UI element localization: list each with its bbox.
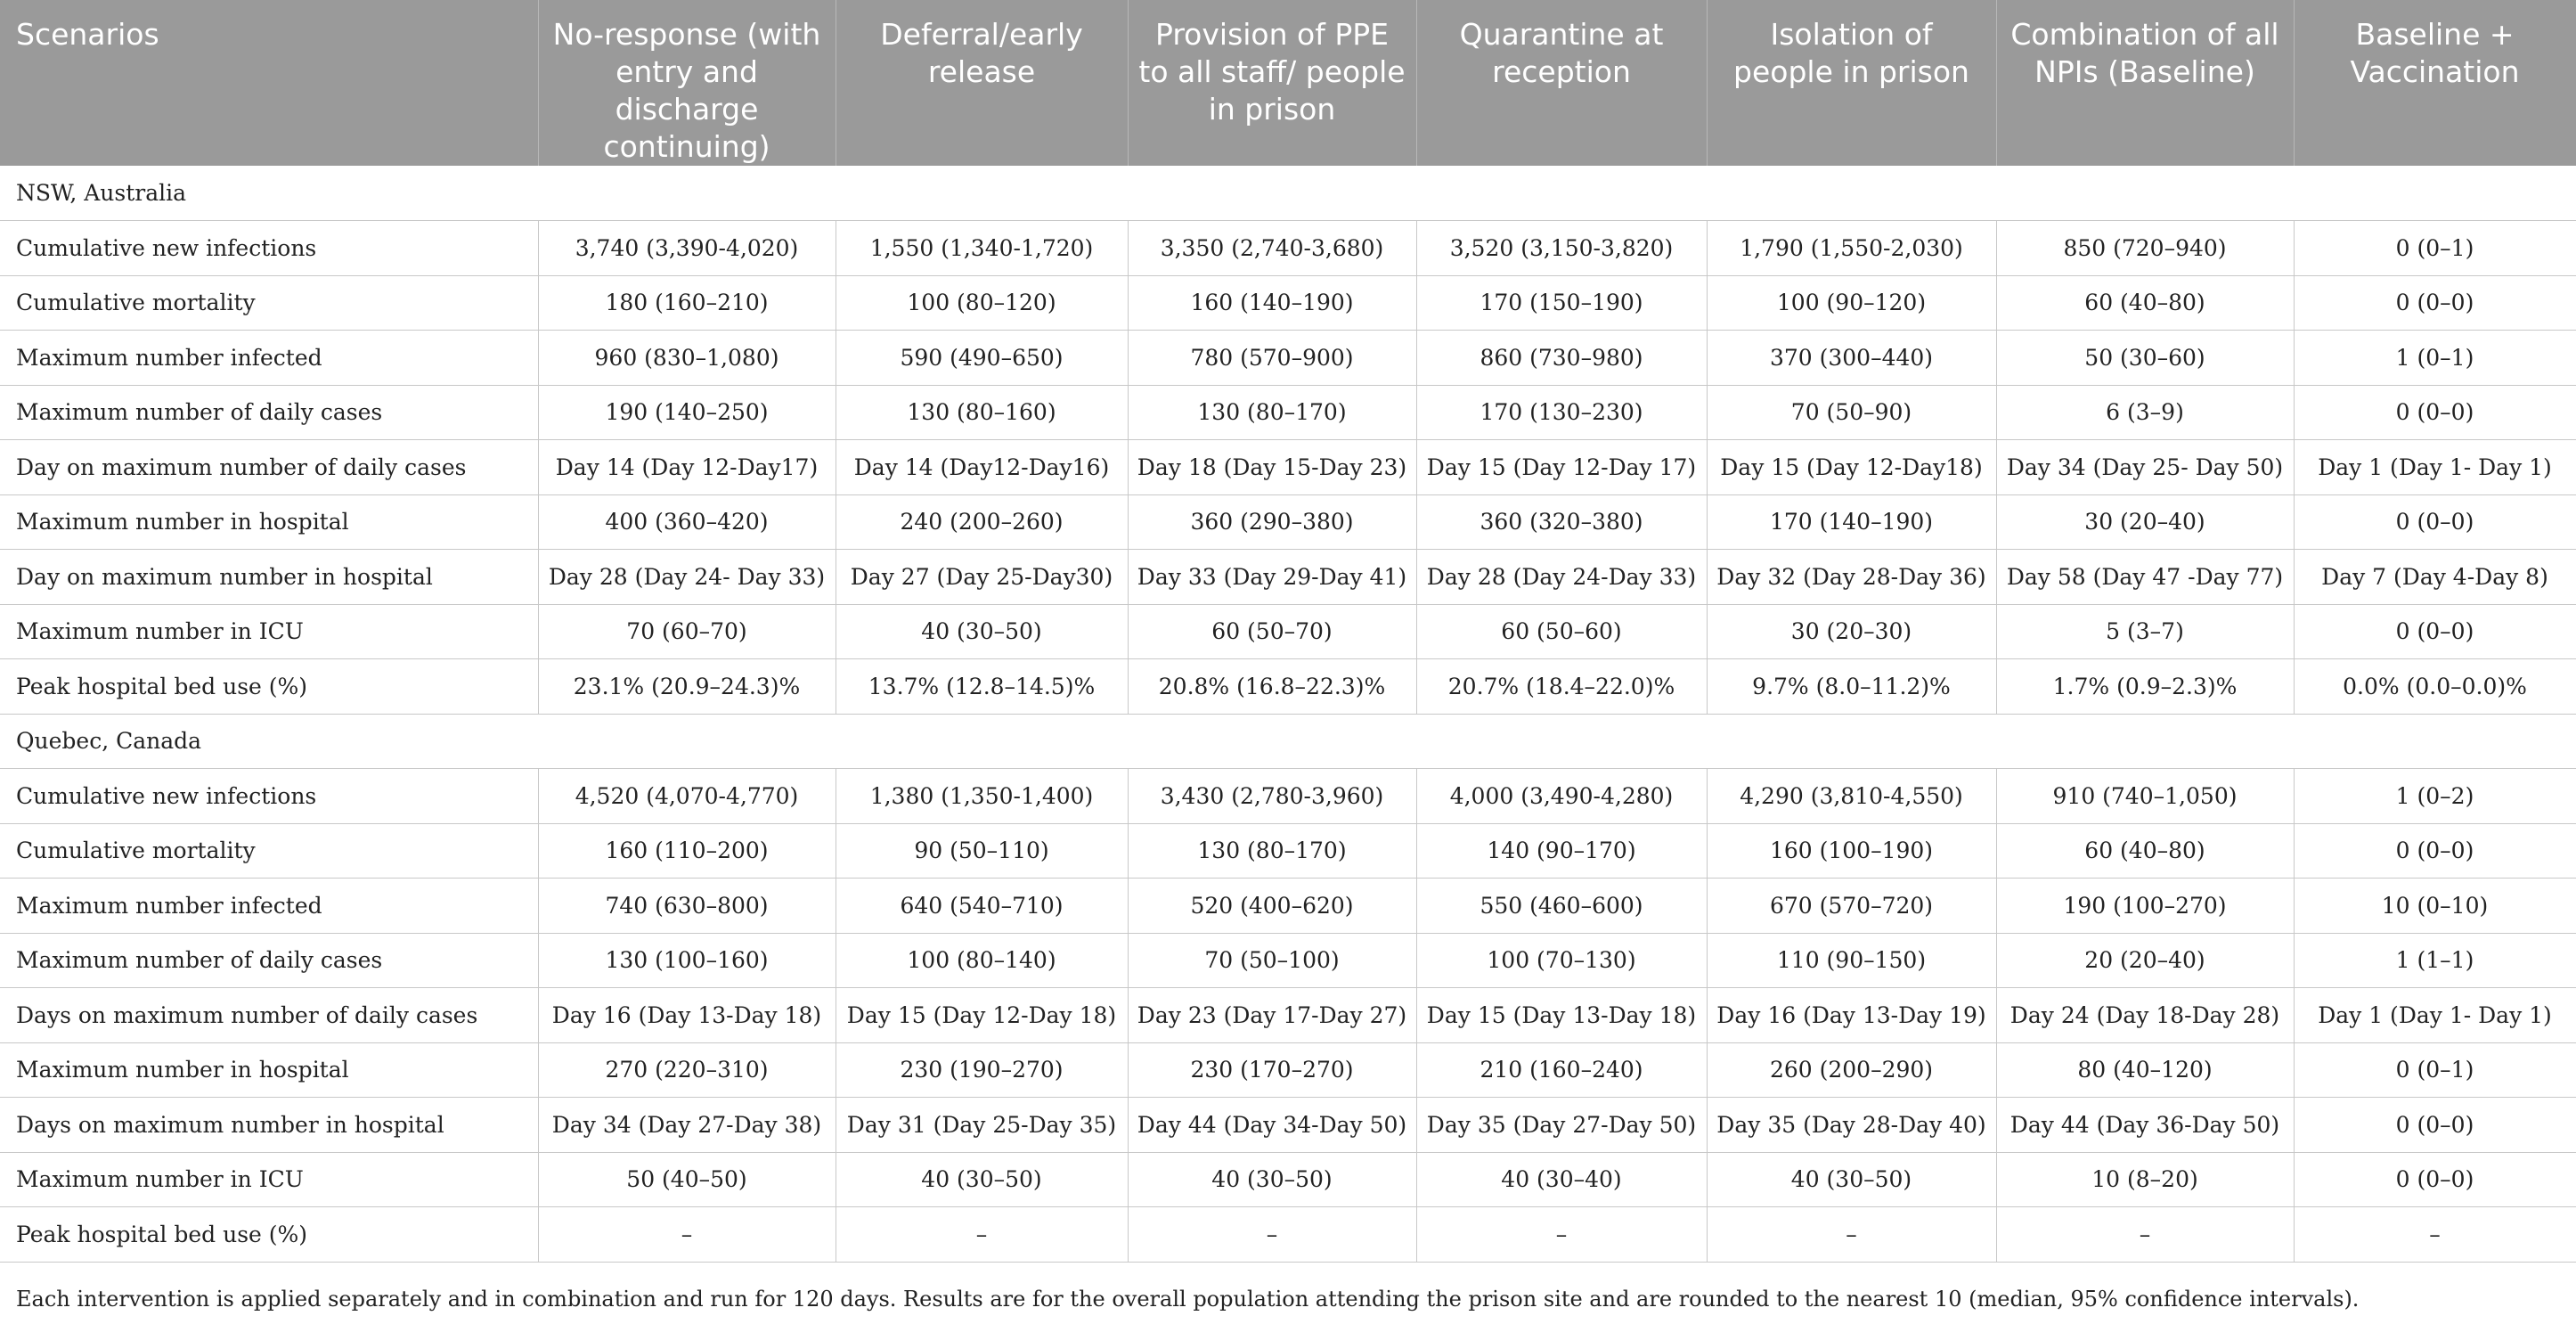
header-column-3: Provision of PPE to all staff/ people in prison (1128, 0, 1416, 166)
table-cell: 170 (150–190) (1416, 275, 1707, 331)
table-cell: 3,430 (2,780-3,960) (1128, 769, 1416, 824)
row-label: Cumulative new infections (0, 221, 538, 276)
row-label: Maximum number of daily cases (0, 933, 538, 988)
table-cell: 190 (100–270) (1996, 879, 2294, 934)
row-label: Cumulative mortality (0, 823, 538, 879)
table-cell: 1,790 (1,550-2,030) (1707, 221, 1996, 276)
row-label: Maximum number of daily cases (0, 385, 538, 440)
row-label: Day on maximum number in hospital (0, 550, 538, 605)
table-cell: 780 (570–900) (1128, 331, 1416, 386)
table-row (0, 604, 2576, 659)
table-cell: Day 1 (Day 1- Day 1) (2294, 440, 2576, 495)
table-cell: Day 31 (Day 25-Day 35) (836, 1098, 1128, 1153)
table-cell: 20.8% (16.8–22.3)% (1128, 659, 1416, 715)
table-cell: Day 15 (Day 12-Day18) (1707, 440, 1996, 495)
table-cell: 23.1% (20.9–24.3)% (538, 659, 836, 715)
table-cell: 10 (8–20) (1996, 1152, 2294, 1207)
table-cell: Day 27 (Day 25-Day30) (836, 550, 1128, 605)
table-cell: Day 44 (Day 36-Day 50) (1996, 1098, 2294, 1153)
table-cell: 160 (100–190) (1707, 823, 1996, 879)
table-cell: 80 (40–120) (1996, 1042, 2294, 1098)
table-cell: – (2294, 1207, 2576, 1263)
table-cell: 130 (80–170) (1128, 385, 1416, 440)
table-cell: 550 (460–600) (1416, 879, 1707, 934)
table-cell: 50 (40–50) (538, 1152, 836, 1207)
table-cell: 1,550 (1,340-1,720) (836, 221, 1128, 276)
table-cell: – (538, 1207, 836, 1263)
table-row (0, 659, 2576, 715)
row-label: Cumulative new infections (0, 769, 538, 824)
table-cell: 1 (0–2) (2294, 769, 2576, 824)
table-cell: 40 (30–50) (836, 604, 1128, 659)
table-cell: 0 (0–0) (2294, 823, 2576, 879)
table-cell: 160 (110–200) (538, 823, 836, 879)
table-cell: 190 (140–250) (538, 385, 836, 440)
table-cell: 5 (3–7) (1996, 604, 2294, 659)
table-cell: 1 (0–1) (2294, 331, 2576, 386)
table-cell: Day 35 (Day 28-Day 40) (1707, 1098, 1996, 1153)
table-footnote: Each intervention is applied separately and in combination and run for 120 days. Results are for the overall population attending the prison site and are rounded to the nearest 10 (median, 95% confidence intervals). (16, 1287, 2360, 1312)
table-cell: 170 (130–230) (1416, 385, 1707, 440)
table-cell: 0 (0–0) (2294, 1098, 2576, 1153)
table-cell: 640 (540–710) (836, 879, 1128, 934)
table-cell: 0 (0–0) (2294, 385, 2576, 440)
table-cell: 100 (80–140) (836, 933, 1128, 988)
header-column-5: Isolation of people in prison (1707, 0, 1996, 166)
row-label: Maximum number in ICU (0, 604, 538, 659)
table-row (0, 494, 2576, 550)
table-cell: 0 (0–0) (2294, 1152, 2576, 1207)
table-cell: 30 (20–30) (1707, 604, 1996, 659)
table-cell: 0 (0–1) (2294, 221, 2576, 276)
header-column-4: Quarantine at reception (1416, 0, 1707, 166)
table-cell: 9.7% (8.0–11.2)% (1707, 659, 1996, 715)
table-cell: 110 (90–150) (1707, 933, 1996, 988)
table-cell: Day 32 (Day 28-Day 36) (1707, 550, 1996, 605)
row-label: Cumulative mortality (0, 275, 538, 331)
table-cell: 360 (320–380) (1416, 494, 1707, 550)
table-row (0, 221, 2576, 276)
header-scenarios: Scenarios (0, 0, 538, 166)
table-cell: 13.7% (12.8–14.5)% (836, 659, 1128, 715)
table-cell: 70 (60–70) (538, 604, 836, 659)
row-label: Days on maximum number of daily cases (0, 988, 538, 1043)
table-cell: 210 (160–240) (1416, 1042, 1707, 1098)
table-cell: 40 (30–50) (836, 1152, 1128, 1207)
table-cell: Day 44 (Day 34-Day 50) (1128, 1098, 1416, 1153)
table-cell: 0 (0–1) (2294, 1042, 2576, 1098)
row-label: Maximum number infected (0, 331, 538, 386)
table-cell: 0 (0–0) (2294, 275, 2576, 331)
table-cell: Day 18 (Day 15-Day 23) (1128, 440, 1416, 495)
table-cell: 100 (70–130) (1416, 933, 1707, 988)
row-label: Day on maximum number of daily cases (0, 440, 538, 495)
table-cell: Day 34 (Day 27-Day 38) (538, 1098, 836, 1153)
table-body (0, 166, 2576, 1262)
table-cell: 230 (190–270) (836, 1042, 1128, 1098)
table-cell: 3,740 (3,390-4,020) (538, 221, 836, 276)
table-cell: Day 1 (Day 1- Day 1) (2294, 988, 2576, 1043)
table-cell: 40 (30–50) (1128, 1152, 1416, 1207)
table-cell: 130 (100–160) (538, 933, 836, 988)
table-header-row (0, 0, 2576, 166)
table-cell: 100 (90–120) (1707, 275, 1996, 331)
table-cell: 4,000 (3,490-4,280) (1416, 769, 1707, 824)
table-cell: 130 (80–170) (1128, 823, 1416, 879)
table-row (0, 988, 2576, 1043)
section-row (0, 714, 2576, 769)
table-cell: 670 (570–720) (1707, 879, 1996, 934)
table-row (0, 1098, 2576, 1153)
table-cell: 4,520 (4,070-4,770) (538, 769, 836, 824)
table-cell: 10 (0–10) (2294, 879, 2576, 934)
table-cell: 60 (50–60) (1416, 604, 1707, 659)
table-cell: 260 (200–290) (1707, 1042, 1996, 1098)
table-cell: 4,290 (3,810-4,550) (1707, 769, 1996, 824)
table-cell: 590 (490–650) (836, 331, 1128, 386)
table-cell: 0 (0–0) (2294, 494, 2576, 550)
table-cell: Day 16 (Day 13-Day 18) (538, 988, 836, 1043)
table-cell: 850 (720–940) (1996, 221, 2294, 276)
table-cell: 180 (160–210) (538, 275, 836, 331)
table-cell: 3,520 (3,150-3,820) (1416, 221, 1707, 276)
section-title: Quebec, Canada (0, 714, 2576, 769)
row-label: Maximum number in hospital (0, 494, 538, 550)
table-row (0, 1042, 2576, 1098)
row-label: Maximum number in hospital (0, 1042, 538, 1098)
table-cell: Day 35 (Day 27-Day 50) (1416, 1098, 1707, 1153)
table-cell: – (1128, 1207, 1416, 1263)
table-cell: 100 (80–120) (836, 275, 1128, 331)
table-cell: Day 28 (Day 24- Day 33) (538, 550, 836, 605)
table-cell: Day 7 (Day 4-Day 8) (2294, 550, 2576, 605)
header-column-2: Deferral/early release (836, 0, 1128, 166)
table-row (0, 769, 2576, 824)
table-cell: 140 (90–170) (1416, 823, 1707, 879)
header-column-6: Combination of all NPIs (Baseline) (1996, 0, 2294, 166)
table-cell: 0.0% (0.0–0.0)% (2294, 659, 2576, 715)
table-cell: 520 (400–620) (1128, 879, 1416, 934)
row-label: Peak hospital bed use (%) (0, 659, 538, 715)
table-cell: 160 (140–190) (1128, 275, 1416, 331)
table-row (0, 1152, 2576, 1207)
table-cell: 0 (0–0) (2294, 604, 2576, 659)
table-cell: 1.7% (0.9–2.3)% (1996, 659, 2294, 715)
section-title: NSW, Australia (0, 166, 2576, 221)
table-cell: 40 (30–50) (1707, 1152, 1996, 1207)
row-label: Maximum number in ICU (0, 1152, 538, 1207)
table-cell: Day 34 (Day 25- Day 50) (1996, 440, 2294, 495)
table-cell: 3,350 (2,740-3,680) (1128, 221, 1416, 276)
table-row (0, 440, 2576, 495)
table-cell: Day 33 (Day 29-Day 41) (1128, 550, 1416, 605)
table-row (0, 275, 2576, 331)
table-cell: 860 (730–980) (1416, 331, 1707, 386)
table-row (0, 550, 2576, 605)
table-cell: 270 (220–310) (538, 1042, 836, 1098)
table-cell: 130 (80–160) (836, 385, 1128, 440)
table-cell: 360 (290–380) (1128, 494, 1416, 550)
table-cell: 70 (50–90) (1707, 385, 1996, 440)
table-row (0, 823, 2576, 879)
table-row (0, 1207, 2576, 1263)
row-label: Maximum number infected (0, 879, 538, 934)
table-cell: Day 15 (Day 12-Day 17) (1416, 440, 1707, 495)
table-row (0, 933, 2576, 988)
table-cell: 60 (40–80) (1996, 275, 2294, 331)
table-cell: Day 16 (Day 13-Day 19) (1707, 988, 1996, 1043)
header-column-1: No-response (with entry and discharge continuing) (538, 0, 836, 166)
table-cell: 740 (630–800) (538, 879, 836, 934)
table-cell: 60 (40–80) (1996, 823, 2294, 879)
table-row (0, 385, 2576, 440)
table-cell: 400 (360–420) (538, 494, 836, 550)
table-cell: 240 (200–260) (836, 494, 1128, 550)
table-cell: 30 (20–40) (1996, 494, 2294, 550)
row-label: Days on maximum number in hospital (0, 1098, 538, 1153)
table-cell: Day 24 (Day 18-Day 28) (1996, 988, 2294, 1043)
row-label: Peak hospital bed use (%) (0, 1207, 538, 1263)
table-cell: Day 15 (Day 13-Day 18) (1416, 988, 1707, 1043)
table-cell: 910 (740–1,050) (1996, 769, 2294, 824)
table-cell: 90 (50–110) (836, 823, 1128, 879)
table-cell: 6 (3–9) (1996, 385, 2294, 440)
table-cell: – (836, 1207, 1128, 1263)
table-cell: 1,380 (1,350-1,400) (836, 769, 1128, 824)
table-cell: Day 58 (Day 47 -Day 77) (1996, 550, 2294, 605)
table-row (0, 879, 2576, 934)
table-cell: 230 (170–270) (1128, 1042, 1416, 1098)
table-cell: – (1707, 1207, 1996, 1263)
table-cell: 40 (30–40) (1416, 1152, 1707, 1207)
table-cell: 1 (1–1) (2294, 933, 2576, 988)
table-cell: 20 (20–40) (1996, 933, 2294, 988)
table-cell: Day 15 (Day 12-Day 18) (836, 988, 1128, 1043)
header-column-7: Baseline + Vaccination (2294, 0, 2576, 166)
table-cell: 50 (30–60) (1996, 331, 2294, 386)
table-cell: 170 (140–190) (1707, 494, 1996, 550)
table-cell: 70 (50–100) (1128, 933, 1416, 988)
table-cell: Day 14 (Day12-Day16) (836, 440, 1128, 495)
table-cell: 370 (300–440) (1707, 331, 1996, 386)
table-cell: 20.7% (18.4–22.0)% (1416, 659, 1707, 715)
table-cell: Day 23 (Day 17-Day 27) (1128, 988, 1416, 1043)
table-cell: 60 (50–70) (1128, 604, 1416, 659)
section-row (0, 166, 2576, 221)
table-cell: Day 28 (Day 24-Day 33) (1416, 550, 1707, 605)
table-cell: – (1416, 1207, 1707, 1263)
table-cell: Day 14 (Day 12-Day17) (538, 440, 836, 495)
table-cell: 960 (830–1,080) (538, 331, 836, 386)
table-row (0, 331, 2576, 386)
table-cell: – (1996, 1207, 2294, 1263)
